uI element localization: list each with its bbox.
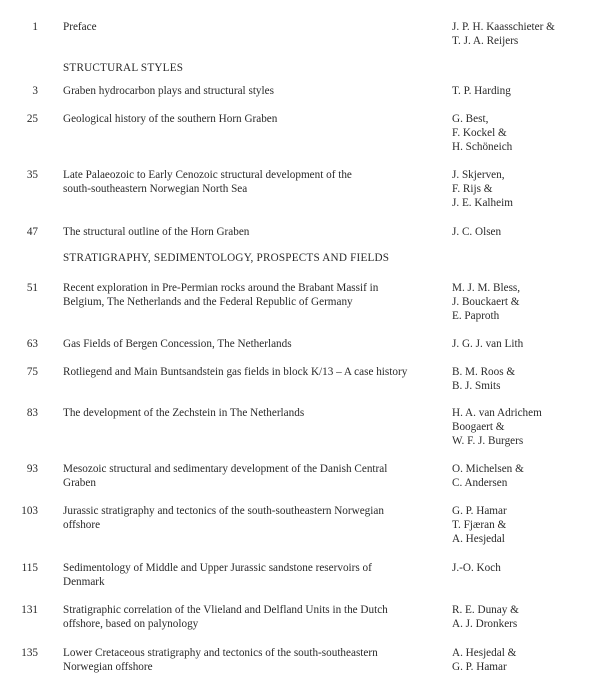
entry-authors: J. G. J. van Lith: [452, 338, 524, 350]
page-number: 51: [26, 282, 38, 294]
page-number: 47: [26, 226, 38, 238]
entry-title: Late Palaeozoic to Early Cenozoic structural development of the south-southeastern Norwegian North Sea: [63, 169, 352, 196]
entry-title: The structural outline of the Horn Graben: [63, 226, 250, 238]
entry-title: Stratigraphic correlation of the Vlieland and Delfland Units in the Dutch offshore, based on palynology: [63, 604, 388, 631]
section-heading: STRATIGRAPHY, SEDIMENTOLOGY, PROSPECTS AND FIELDS: [63, 252, 390, 264]
page-number: 93: [26, 463, 38, 475]
page-number: 135: [21, 647, 38, 659]
section-heading: STRUCTURAL STYLES: [63, 62, 184, 74]
entry-authors: T. P. Harding: [452, 85, 511, 97]
entry-authors: A. Hesjedal & G. P. Hamar: [452, 647, 517, 674]
page-number: 3: [32, 85, 38, 97]
entry-title: Gas Fields of Bergen Concession, The Netherlands: [63, 338, 292, 350]
entry-title: Preface: [63, 21, 97, 33]
page-number: 103: [21, 505, 38, 517]
entry-title: Rotliegend and Main Buntsandstein gas fields in block K/13 – A case history: [63, 366, 408, 378]
entry-authors: B. M. Roos & B. J. Smits: [452, 366, 516, 393]
entry-authors: J. P. H. Kaasschieter & T. J. A. Reijers: [452, 21, 555, 48]
entry-authors: J.-O. Koch: [452, 562, 501, 574]
entry-authors: R. E. Dunay & A. J. Dronkers: [452, 604, 519, 631]
entry-title: The development of the Zechstein in The Netherlands: [63, 407, 305, 419]
entry-title: Recent exploration in Pre-Permian rocks around the Brabant Massif in Belgium, The Netherlands and the Federal Republic of Germany: [63, 282, 379, 309]
entry-authors: H. A. van Adrichem Boogaert & W. F. J. Burgers: [452, 407, 542, 448]
entry-authors: G. Best, F. Kockel & H. Schöneich: [452, 113, 513, 154]
entry-authors: J. Skjerven, F. Rijs & J. E. Kalheim: [452, 169, 513, 210]
page-number: 35: [26, 169, 38, 181]
entry-authors: M. J. M. Bless, J. Bouckaert & E. Paproth: [452, 282, 521, 323]
entry-authors: J. C. Olsen: [452, 226, 502, 238]
page-number: 131: [21, 604, 38, 616]
entry-authors: G. P. Hamar T. Fjæran & A. Hesjedal: [452, 505, 507, 546]
entry-authors: O. Michelsen & C. Andersen: [452, 463, 524, 490]
page-number: 83: [26, 407, 38, 419]
entry-title: Jurassic stratigraphy and tectonics of the south-southeastern Norwegian offshore: [63, 505, 384, 532]
page-number: 25: [26, 113, 38, 125]
entry-title: Lower Cretaceous stratigraphy and tectonics of the south-southeastern Norwegian offshore: [63, 647, 378, 674]
page-number: 75: [26, 366, 38, 378]
page-number: 63: [26, 338, 38, 350]
page-number: 1: [32, 21, 38, 33]
entry-title: Graben hydrocarbon plays and structural styles: [63, 85, 274, 97]
entry-title: Mesozoic structural and sedimentary development of the Danish Central Graben: [63, 463, 388, 490]
entry-title: Geological history of the southern Horn Graben: [63, 113, 278, 125]
entry-title: Sedimentology of Middle and Upper Jurassic sandstone reservoirs of Denmark: [63, 562, 372, 589]
page-number: 115: [21, 562, 38, 574]
